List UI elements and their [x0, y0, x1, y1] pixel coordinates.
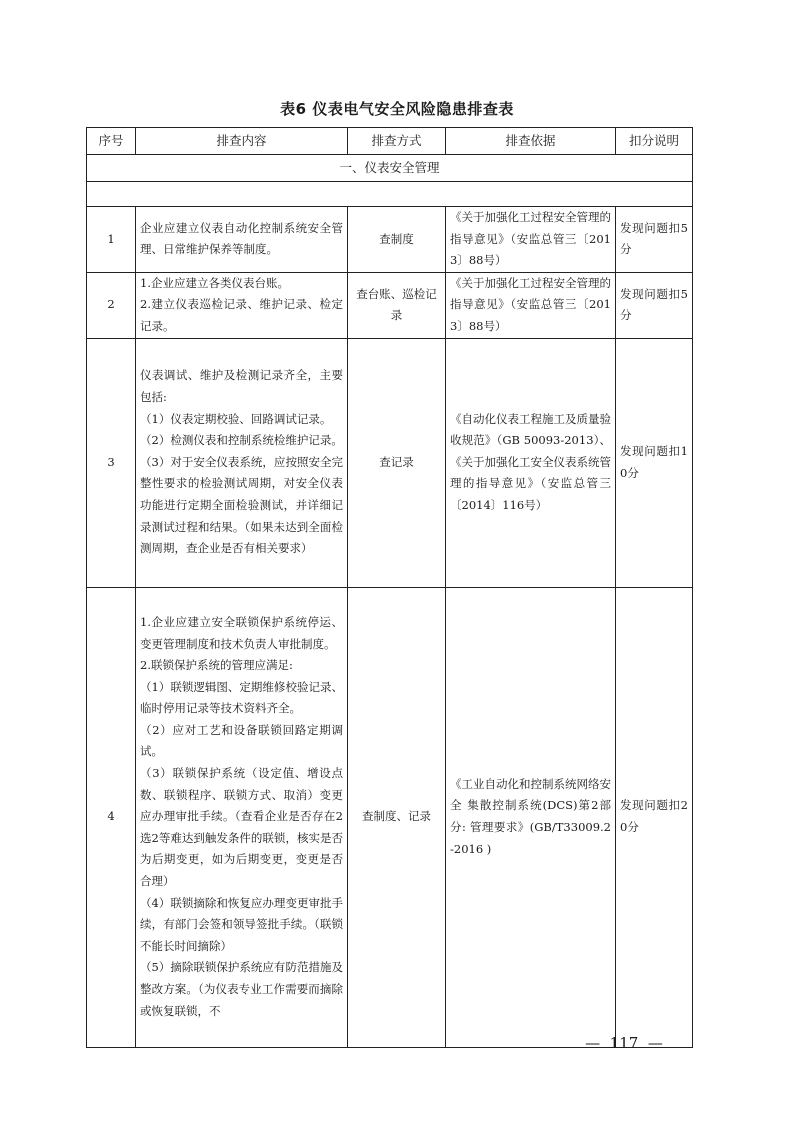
row-deduction	[616, 338, 693, 587]
table-row	[87, 207, 693, 273]
spacer-row	[87, 182, 693, 207]
row-method	[348, 587, 446, 1047]
deduction-line: 发现问题扣5分	[620, 220, 688, 257]
row-content	[136, 338, 348, 587]
table-header-row	[87, 128, 693, 155]
table-row	[87, 272, 693, 338]
deduction-line: 发现问题扣10分	[620, 443, 688, 480]
row-basis	[446, 587, 616, 1047]
section-title: 一、仪表安全管理	[87, 155, 693, 182]
basis-line: 《自动化仪表工程施工及质量验收规范》（GB 50093-2013）、《关于加强化工安全仪表系统管理的指导意见》（安监总管三〔2014〕116号）	[450, 411, 611, 512]
method-line: 查制度	[379, 231, 414, 246]
basis-line: 《工业自动化和控制系统网络安全 集散控制系统(DCS)第2部分: 管理要求》(GB/T33009.2-2016 )	[450, 776, 611, 856]
content-line: 1.企业应建立安全联锁保护系统停运、变更管理制度和技术负责人审批制度。	[140, 614, 343, 651]
content-line: （1）联锁逻辑图、定期维修校验记录、临时停用记录等技术资料齐全。	[140, 679, 343, 716]
method-line: 查制度、记录	[362, 809, 431, 824]
row-content	[136, 207, 348, 273]
row-method	[348, 272, 446, 338]
page-number: — 117 —	[585, 1034, 663, 1052]
row-content	[136, 272, 348, 338]
row-deduction	[616, 587, 693, 1047]
basis-line: 《关于加强化工过程安全管理的指导意见》（安监总管三〔2013〕88号）	[450, 275, 611, 333]
row-basis	[446, 272, 616, 338]
content-line: （3）联锁保护系统（设定值、增设点数、联锁程序、联锁方式、取消）变更应办理审批手续。（查看企业是否存在2选2等难达到触发条件的联锁，核实是否为后期变更，如为后期变更，变更是否合理）	[140, 766, 343, 889]
table-row	[87, 587, 693, 1047]
deduction-line: 发现问题扣5分	[620, 286, 688, 323]
row-number: 1	[87, 207, 136, 273]
row-basis	[446, 207, 616, 273]
row-number: 2	[87, 272, 136, 338]
row-basis	[446, 338, 616, 587]
content-line: 1.企业应建立各类仪表台账。	[140, 275, 289, 290]
table-row	[87, 338, 693, 587]
method-line: 查记录	[379, 454, 414, 469]
content-line: 2.联锁保护系统的管理应满足:	[140, 658, 293, 673]
hazard-checklist-table	[86, 127, 693, 1048]
header-number: 序号	[87, 128, 136, 155]
spacer-cell	[87, 182, 693, 207]
row-number: 3	[87, 338, 136, 587]
header-basis: 排查依据	[446, 128, 616, 155]
content-line: （2）检测仪表和控制系统检维护记录。	[140, 433, 343, 448]
header-method: 排查方式	[348, 128, 446, 155]
header-content: 排查内容	[136, 128, 348, 155]
method-line: 查台账、巡检记录	[356, 286, 437, 323]
content-line: （4）联锁摘除和恢复应办理变更审批手续，有部门会签和领导签批手续。（联锁不能长时间摘除）	[140, 895, 343, 953]
row-content	[136, 587, 348, 1047]
section-row	[87, 155, 693, 182]
document-title: 表6 仪表电气安全风险隐患排查表	[280, 100, 514, 118]
row-deduction	[616, 207, 693, 273]
content-line: 仪表调试、维护及检测记录齐全，主要包括:	[140, 368, 343, 404]
content-line: （1）仪表定期校验、回路调试记录。	[140, 411, 332, 426]
row-method	[348, 338, 446, 587]
row-method	[348, 207, 446, 273]
content-line: 企业应建立仪表自动化控制系统安全管理、日常维护保养等制度。	[140, 220, 343, 257]
row-deduction	[616, 272, 693, 338]
header-deduction: 扣分说明	[616, 128, 693, 155]
basis-line: 《关于加强化工过程安全管理的指导意见》（安监总管三〔2013〕88号）	[450, 210, 611, 268]
row-number: 4	[87, 587, 136, 1047]
deduction-line: 发现问题扣20分	[620, 798, 688, 835]
content-line: （2）应对工艺和设备联锁回路定期调试。	[140, 722, 343, 759]
content-line: （5）摘除联锁保护系统应有防范措施及整改方案。（为仪表专业工作需要而摘除或恢复联锁，不	[140, 960, 343, 1018]
content-line: （3）对于安全仪表系统，应按照安全完整性要求的检验测试周期，对安全仪表功能进行定期全面检验测试，并详细记录测试过程和结果。（如果未达到全面检测周期，查企业是否有相关要求）	[140, 454, 343, 556]
content-line: 2.建立仪表巡检记录、维护记录、检定记录。	[140, 297, 343, 333]
